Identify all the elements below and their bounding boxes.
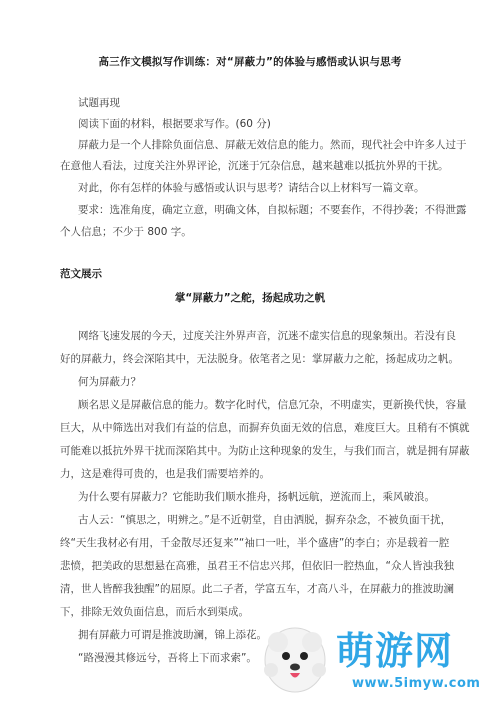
prompt-line: 个人信息；不少于 800 字。: [60, 226, 192, 238]
essay-line: “路漫漫其修远兮，吾将上下而求索”。: [78, 652, 257, 664]
prompt-line: 对此，你有怎样的体验与感悟或认识与思考？请结合以上材料写一篇文章。: [78, 182, 425, 194]
section-heading-prompt: 试题再现: [78, 97, 120, 109]
essay-line: 为什么要有屏蔽力？它能助我们顺水推舟，扬帆远航，逆流而上，乘风破浪。: [78, 491, 435, 503]
essay-line: 悲愤，把美政的思想悬在高雅，虽君王不信忠兴邦，但依旧一腔热血，“众人皆浊我独: [60, 560, 454, 572]
essay-line: 古人云：“慎思之，明辨之。”是不近朝堂，自由洒脱，摒弃杂念，不被负面干扰，: [78, 514, 452, 526]
essay-line: 力，这是难得可贵的，也是我们需要培养的。: [60, 468, 270, 480]
essay-line: 终“天生我材必有用，千金散尽还复来”“袖口一吐，半个盛唐”的李白；亦是载着一腔: [60, 537, 450, 549]
section-heading-sample: 范文展示: [60, 268, 102, 280]
watermark-logo: [262, 612, 500, 708]
essay-line: 巨大，从中筛选出对我们有益的信息，而摒弃负面无效的信息，难度巨大。且稍有不慎就: [60, 422, 470, 434]
essay-line: 网络飞速发展的今天，过度关注外界声音，沉迷不虚实信息的现象频出。若没有良: [78, 330, 456, 342]
essay-line: 拥有屏蔽力可谓是推波助澜，锦上添花。: [78, 629, 267, 641]
essay-line: 顾名思义是屏蔽信息的能力。数字化时代，信息冗杂，不明虚实，更新换代快，容量: [78, 399, 467, 411]
essay-title: 掌“屏蔽力”之舵，扬起成功之帆: [174, 292, 326, 304]
prompt-line: 要求：选准角度，确定立意，明确文体，自拟标题；不要套作，不得抄袭；不得泄露: [78, 204, 467, 216]
prompt-line: 阅读下面的材料，根据要求写作。(60 分): [78, 118, 271, 130]
essay-line: 可能难以抵抗外界干扰而深陷其中。为防止这种现象的发生，与我们而言，就是拥有屏蔽: [60, 445, 470, 457]
essay-line: 下，排除无效负面信息，而后水到渠成。: [60, 606, 249, 618]
watermark-url: www.5imyw.com: [352, 676, 481, 691]
essay-line: 清，世人皆醉我独醒”的屈原。此二子者，学富五车，才高八斗，在屏蔽力的推波助澜: [60, 583, 454, 595]
prompt-line: 在意他人看法，过度关注外界评论，沉迷于冗杂信息，越来越难以抵抗外界的干扰。: [60, 160, 449, 172]
essay-line: 何为屏蔽力？: [78, 376, 141, 388]
document-title: 高三作文模拟写作训练：对“屏蔽力”的体验与感悟或认识与思考: [98, 56, 402, 68]
prompt-line: 屏蔽力是一个人排除负面信息、屏蔽无效信息的能力。然而，现代社会中许多人过于: [78, 139, 467, 151]
dog-mascot-icon: [262, 612, 328, 696]
essay-line: 好的屏蔽力，终会深陷其中，无法脱身。依笔者之见：掌屏蔽力之舵，扬起成功之帆。: [60, 353, 459, 365]
watermark-brand: 萌游网: [336, 629, 454, 673]
